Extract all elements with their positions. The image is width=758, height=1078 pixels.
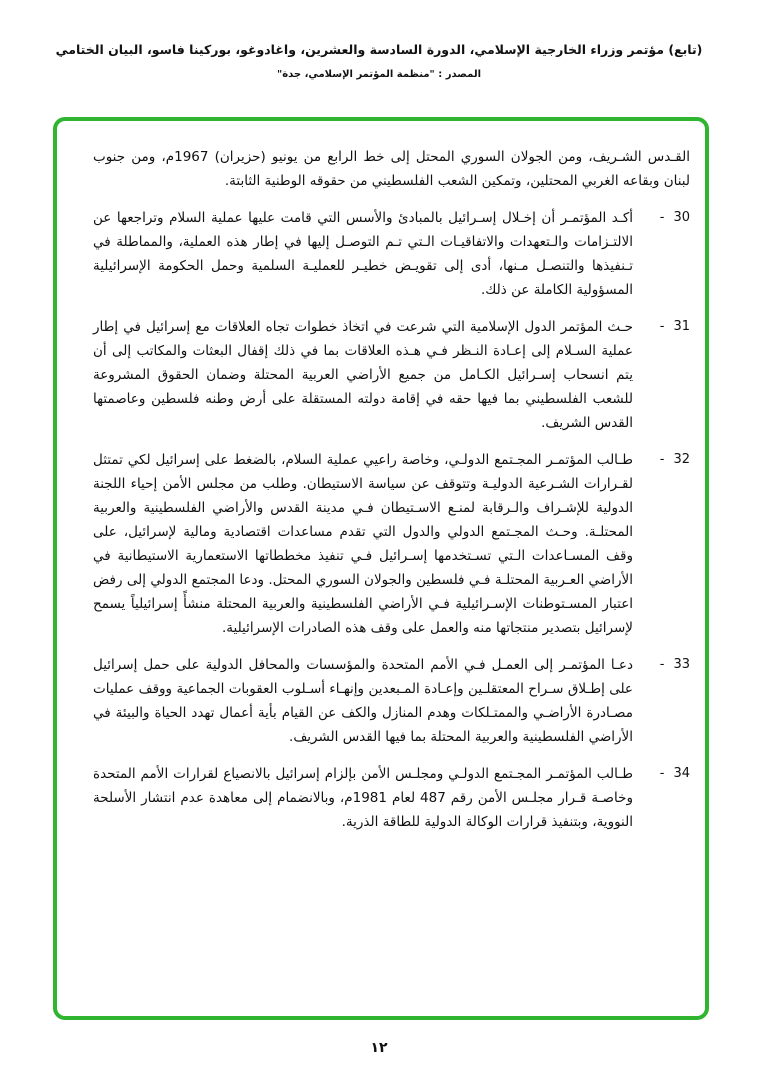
item-number: 33 [673,657,690,672]
item-dash: - [659,210,665,225]
item-dash: - [659,319,665,334]
item-text: طـالب المؤتمـر المجـتمع الدولـي، وخاصة راعيي عملية السلام، بالضغط على إسرائيل لكي تمتثل لقـرارات الشـرعية الدوليـة وتتوقف عن سياسة الاستيطان. وطلب من مجلس الأمن إحياء اللجنة الدولية للإشـراف والـرقابة لمنـع الاسـتيطان فـي مدينة القدس والأراضي الفلسطينية والعربية المحتلـة. وحـث المجـتمع الدولي والدول التي تقدم مساعدات اقتصادية ومالية لإسرائيل، على وقف المسـاعدات الـتي تسـتخدمها إسـرائيل فـي تنفيذ مخططاتها الاستعمارية الاستيطانية في الأراضي العـربية المحتلـة فـي فلسطين والجولان السوري المحتل. ودعا المجتمع الدولي إلى رفض اعتبار المسـتوطنات الإسـرائيلية فـي الأراضي الفلسطينية والعربية المحتلة منشأً إسرائيلياً يسمح لإسرائيل بتصدير منتجاتها منه والعمل على وقف هذه الصادرات الإسرائيلية. [93,452,633,636]
page-number: ١٢ [370,1040,388,1056]
content-border-frame [53,117,709,1020]
header-title: (تابع) مؤتمر وزراء الخارجية الإسلامي، الدورة السادسة والعشرين، واغادوغو، بوركينا فاسو، البيان الختامي [55,42,703,57]
item-dash: - [659,766,665,781]
item-text: أكـد المؤتمـر أن إخـلال إسـرائيل بالمبادئ والأسس التي قامت عليها عملية السلام وتراجعها عن الالتـزامات والـتعهدات والاتفاقيـات الـتي تـم التوصـل إليها في إطار هذه العملية، والمماطلة في تـنفيذها والتنصـل مـنها، أدى إلى تقويـض خطيـر للعمليـة السلمية وحمل الحكومة الإسرائيلية المسؤولية الكاملة عن ذلك. [93,210,633,298]
item-number: 34 [673,766,690,781]
page-header [40,42,718,80]
list-item [93,206,690,302]
item-marker [633,315,690,435]
item-text: طـالب المؤتمـر المجـتمع الدولـي ومجلـس الأمن بإلزام إسرائيل بالانصياع لقرارات الأمم المتحدة وخاصـة قـرار مجلـس الأمن رقم 487 لعام 1981م، وبالانضمام إلى معاهدة عدم انتشار الأسلحة النووية، وبتنفيذ قرارات الوكالة الدولية للطاقة الذرية. [93,766,633,830]
item-number: 30 [673,210,690,225]
item-text: دعـا المؤتمـر إلى العمـل فـي الأمم المتحدة والمؤسسات والمحافل الدولية على حمل إسرائيل على إطـلاق سـراح المعتقلـين وإعـادة المـبعدين وإنهـاء أسـلوب العقوبات الجماعية ووقف عمليات مصـادرة الأراضـي والممتـلكات وهدم المنازل والكف عن القيام بأية أعمال تهدد الحياة والبيئة في الأراضي الفلسطينية والعربية المحتلة بما فيها القدس الشريف. [93,657,633,745]
item-marker [633,762,690,834]
item-marker [633,448,690,640]
intro-paragraph: القـدس الشـريف، ومن الجولان السوري المحتل إلى خط الرابع من يونيو (حزيران) 1967م، ومن جنوب لبنان وبقاعه الغربي المحتلين، وتمكين الشعب الفلسطيني من حقوقه الوطنية الثابتة. [93,149,690,189]
list-item [93,653,690,749]
list-item [93,448,690,640]
item-dash: - [659,657,665,672]
header-source: المصدر : "منظمة المؤتمر الإسلامي، جدة" [276,69,481,80]
item-marker [633,206,690,302]
item-dash: - [659,452,665,467]
item-number: 31 [673,319,690,334]
item-number: 32 [673,452,690,467]
item-text: حـث المؤتمر الدول الإسلامية التي شرعت في اتخاذ خطوات تجاه العلاقات مع إسرائيل في إطار عملية السـلام إلى إعـادة النـظر فـي هـذه العلاقات بما في ذلك إقفال البعثات والمكاتب إلى أن يتم انسحاب إسـرائيل الكـامل من جميع الأراضي العربية المحتلة وضمان الحقوق المشروعة للشعب الفلسطيني بما فيها حقه في إقامة دولته المستقلة على أرض وطنه فلسطين وعاصمتها القدس الشريف. [93,319,633,431]
item-marker [633,653,690,749]
document-body [93,145,690,834]
list-item [93,762,690,834]
list-item [93,315,690,435]
